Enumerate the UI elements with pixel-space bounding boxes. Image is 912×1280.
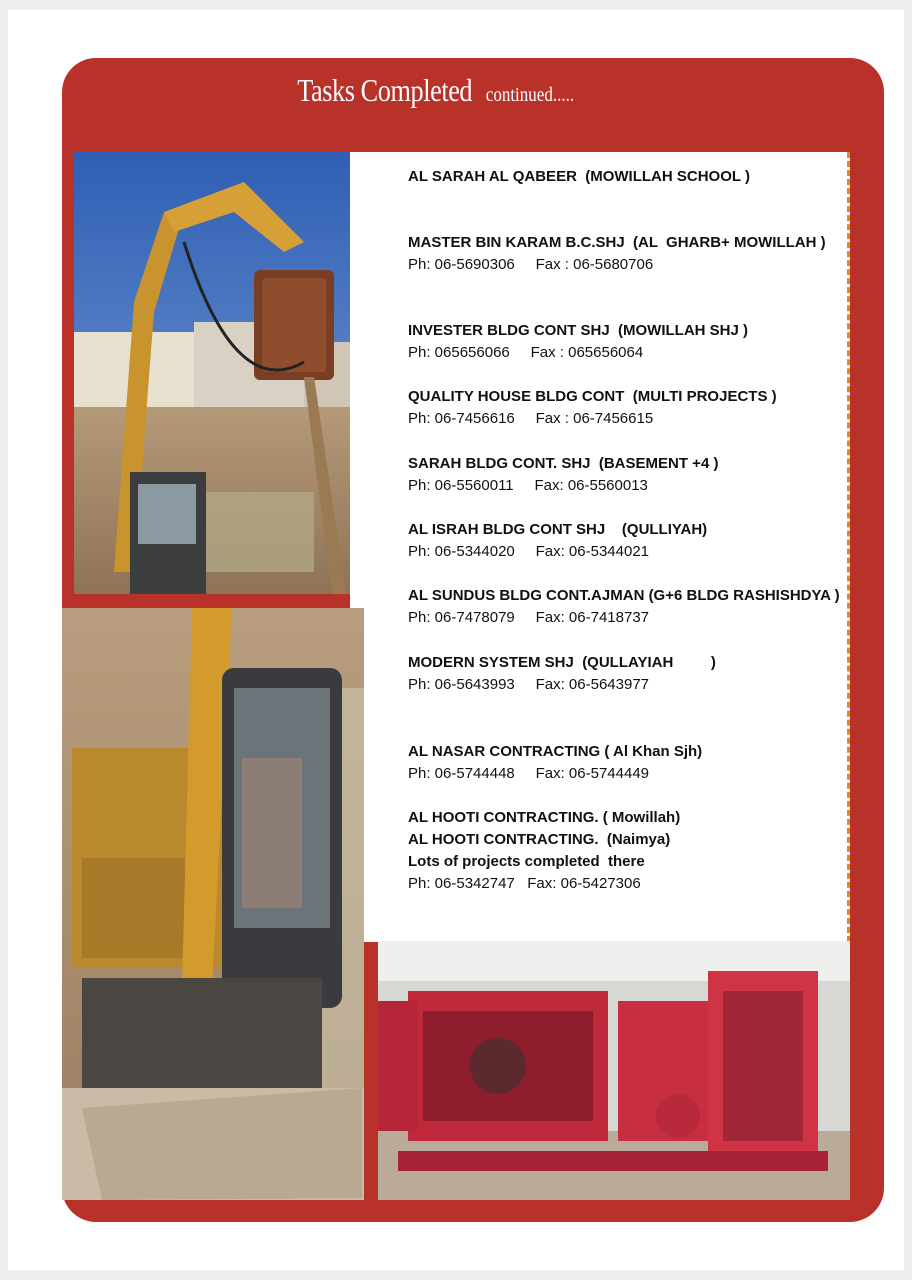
list-item <box>408 807 680 895</box>
contact-line: Ph: 06-5560011 Fax: 06-5560013 <box>408 477 648 494</box>
contractor-name: AL SARAH AL QABEER (MOWILLAH SCHOOL ) <box>408 168 750 185</box>
contact-line: Ph: 06-5342747 Fax: 06-5427306 <box>408 875 641 892</box>
list-item <box>408 232 826 276</box>
contractor-name: INVESTER BLDG CONT SHJ (MOWILLAH SHJ ) <box>408 322 749 339</box>
contractor-name: AL SUNDUS BLDG CONT.AJMAN (G+6 BLDG RASHISHDYA ) <box>408 587 840 604</box>
list-item <box>408 741 702 785</box>
title-subtitle: continued..... <box>485 84 574 106</box>
contractor-name: AL NASAR CONTRACTING ( Al Khan Sjh) <box>408 743 703 760</box>
contractor-name: AL HOOTI CONTRACTING. (Naimya) <box>408 831 671 848</box>
contractor-name: MASTER BIN KARAM B.C.SHJ (AL GHARB+ MOWILLAH ) <box>408 234 826 251</box>
contractor-name: AL ISRAH BLDG CONT SHJ (QULLIYAH) <box>408 521 708 538</box>
contractor-name: MODERN SYSTEM SHJ (QULLAYIAH ) <box>408 654 716 671</box>
contact-line: Ph: 06-5643993 Fax: 06-5643977 <box>408 676 650 693</box>
contact-line: Ph: 06-5690306 Fax : 06-5680706 <box>408 256 654 273</box>
contact-line: Ph: 06-5744448 Fax: 06-5744449 <box>408 765 650 782</box>
excavator-drilling-photo <box>74 152 350 594</box>
list-item <box>408 519 707 563</box>
contact-line: Ph: 06-7456616 Fax : 06-7456615 <box>408 410 654 427</box>
contractor-name: SARAH BLDG CONT. SHJ (BASEMENT +4 ) <box>408 455 719 472</box>
contact-line: Ph: 06-5344020 Fax: 06-5344021 <box>408 543 650 560</box>
red-pump-units-photo <box>378 941 850 1200</box>
contact-line: Ph: 06-7478079 Fax: 06-7418737 <box>408 609 650 626</box>
excavator-cab-photo <box>62 608 364 1200</box>
projects-note: Lots of projects completed there <box>408 853 645 870</box>
title-main: Tasks Completed <box>297 72 473 108</box>
contractor-name: AL HOOTI CONTRACTING. ( Mowillah) <box>408 809 681 826</box>
list-item <box>408 320 748 364</box>
page-title <box>0 72 860 109</box>
contact-line: Ph: 065656066 Fax : 065656064 <box>408 344 644 361</box>
list-item <box>408 652 716 696</box>
list-item <box>408 166 750 188</box>
list-item <box>408 386 777 430</box>
list-item <box>408 585 840 629</box>
contractor-name: QUALITY HOUSE BLDG CONT (MULTI PROJECTS ) <box>408 388 777 405</box>
list-item <box>408 453 718 497</box>
